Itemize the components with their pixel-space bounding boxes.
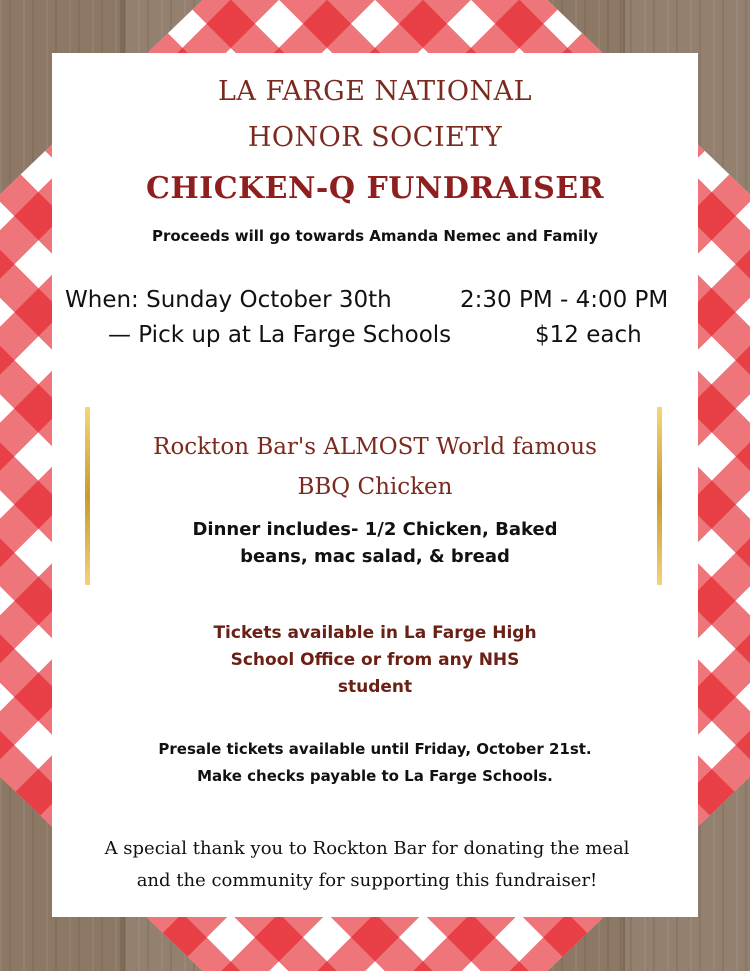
tickets-line2: School Office or from any NHS <box>230 650 520 670</box>
org-name-line2: HONOR SOCIETY <box>247 122 503 153</box>
pickup-location: — Pick up at La Farge Schools <box>108 322 452 348</box>
proceeds-note: Proceeds will go towards Amanda Nemec and Family <box>151 227 599 245</box>
tickets-line3: student <box>337 677 413 697</box>
event-title: CHICKEN-Q FUNDRAISER <box>145 171 605 206</box>
event-time: 2:30 PM - 4:00 PM <box>460 287 669 313</box>
tickets-line1: Tickets available in La Farge High <box>213 623 537 643</box>
event-date: When: Sunday October 30th <box>65 287 392 313</box>
meal-title-line2: BBQ Chicken <box>297 474 453 500</box>
meal-title-line1: Rockton Bar's ALMOST World famous <box>153 434 597 460</box>
meal-includes-line1: Dinner includes- 1/2 Chicken, Baked <box>192 519 558 540</box>
presale-line2: Make checks payable to La Farge Schools. <box>197 767 553 785</box>
meal-includes-line2: beans, mac salad, & bread <box>240 546 510 567</box>
thanks-line1: A special thank you to Rockton Bar for donating the meal <box>104 838 630 859</box>
presale-line1: Presale tickets available until Friday, October 21st. <box>158 740 592 758</box>
org-name-line1: LA FARGE NATIONAL <box>217 76 533 107</box>
ticket-price: $12 each <box>535 322 642 348</box>
flyer-card <box>52 53 698 917</box>
thanks-line2: and the community for supporting this fundraiser! <box>136 870 598 891</box>
